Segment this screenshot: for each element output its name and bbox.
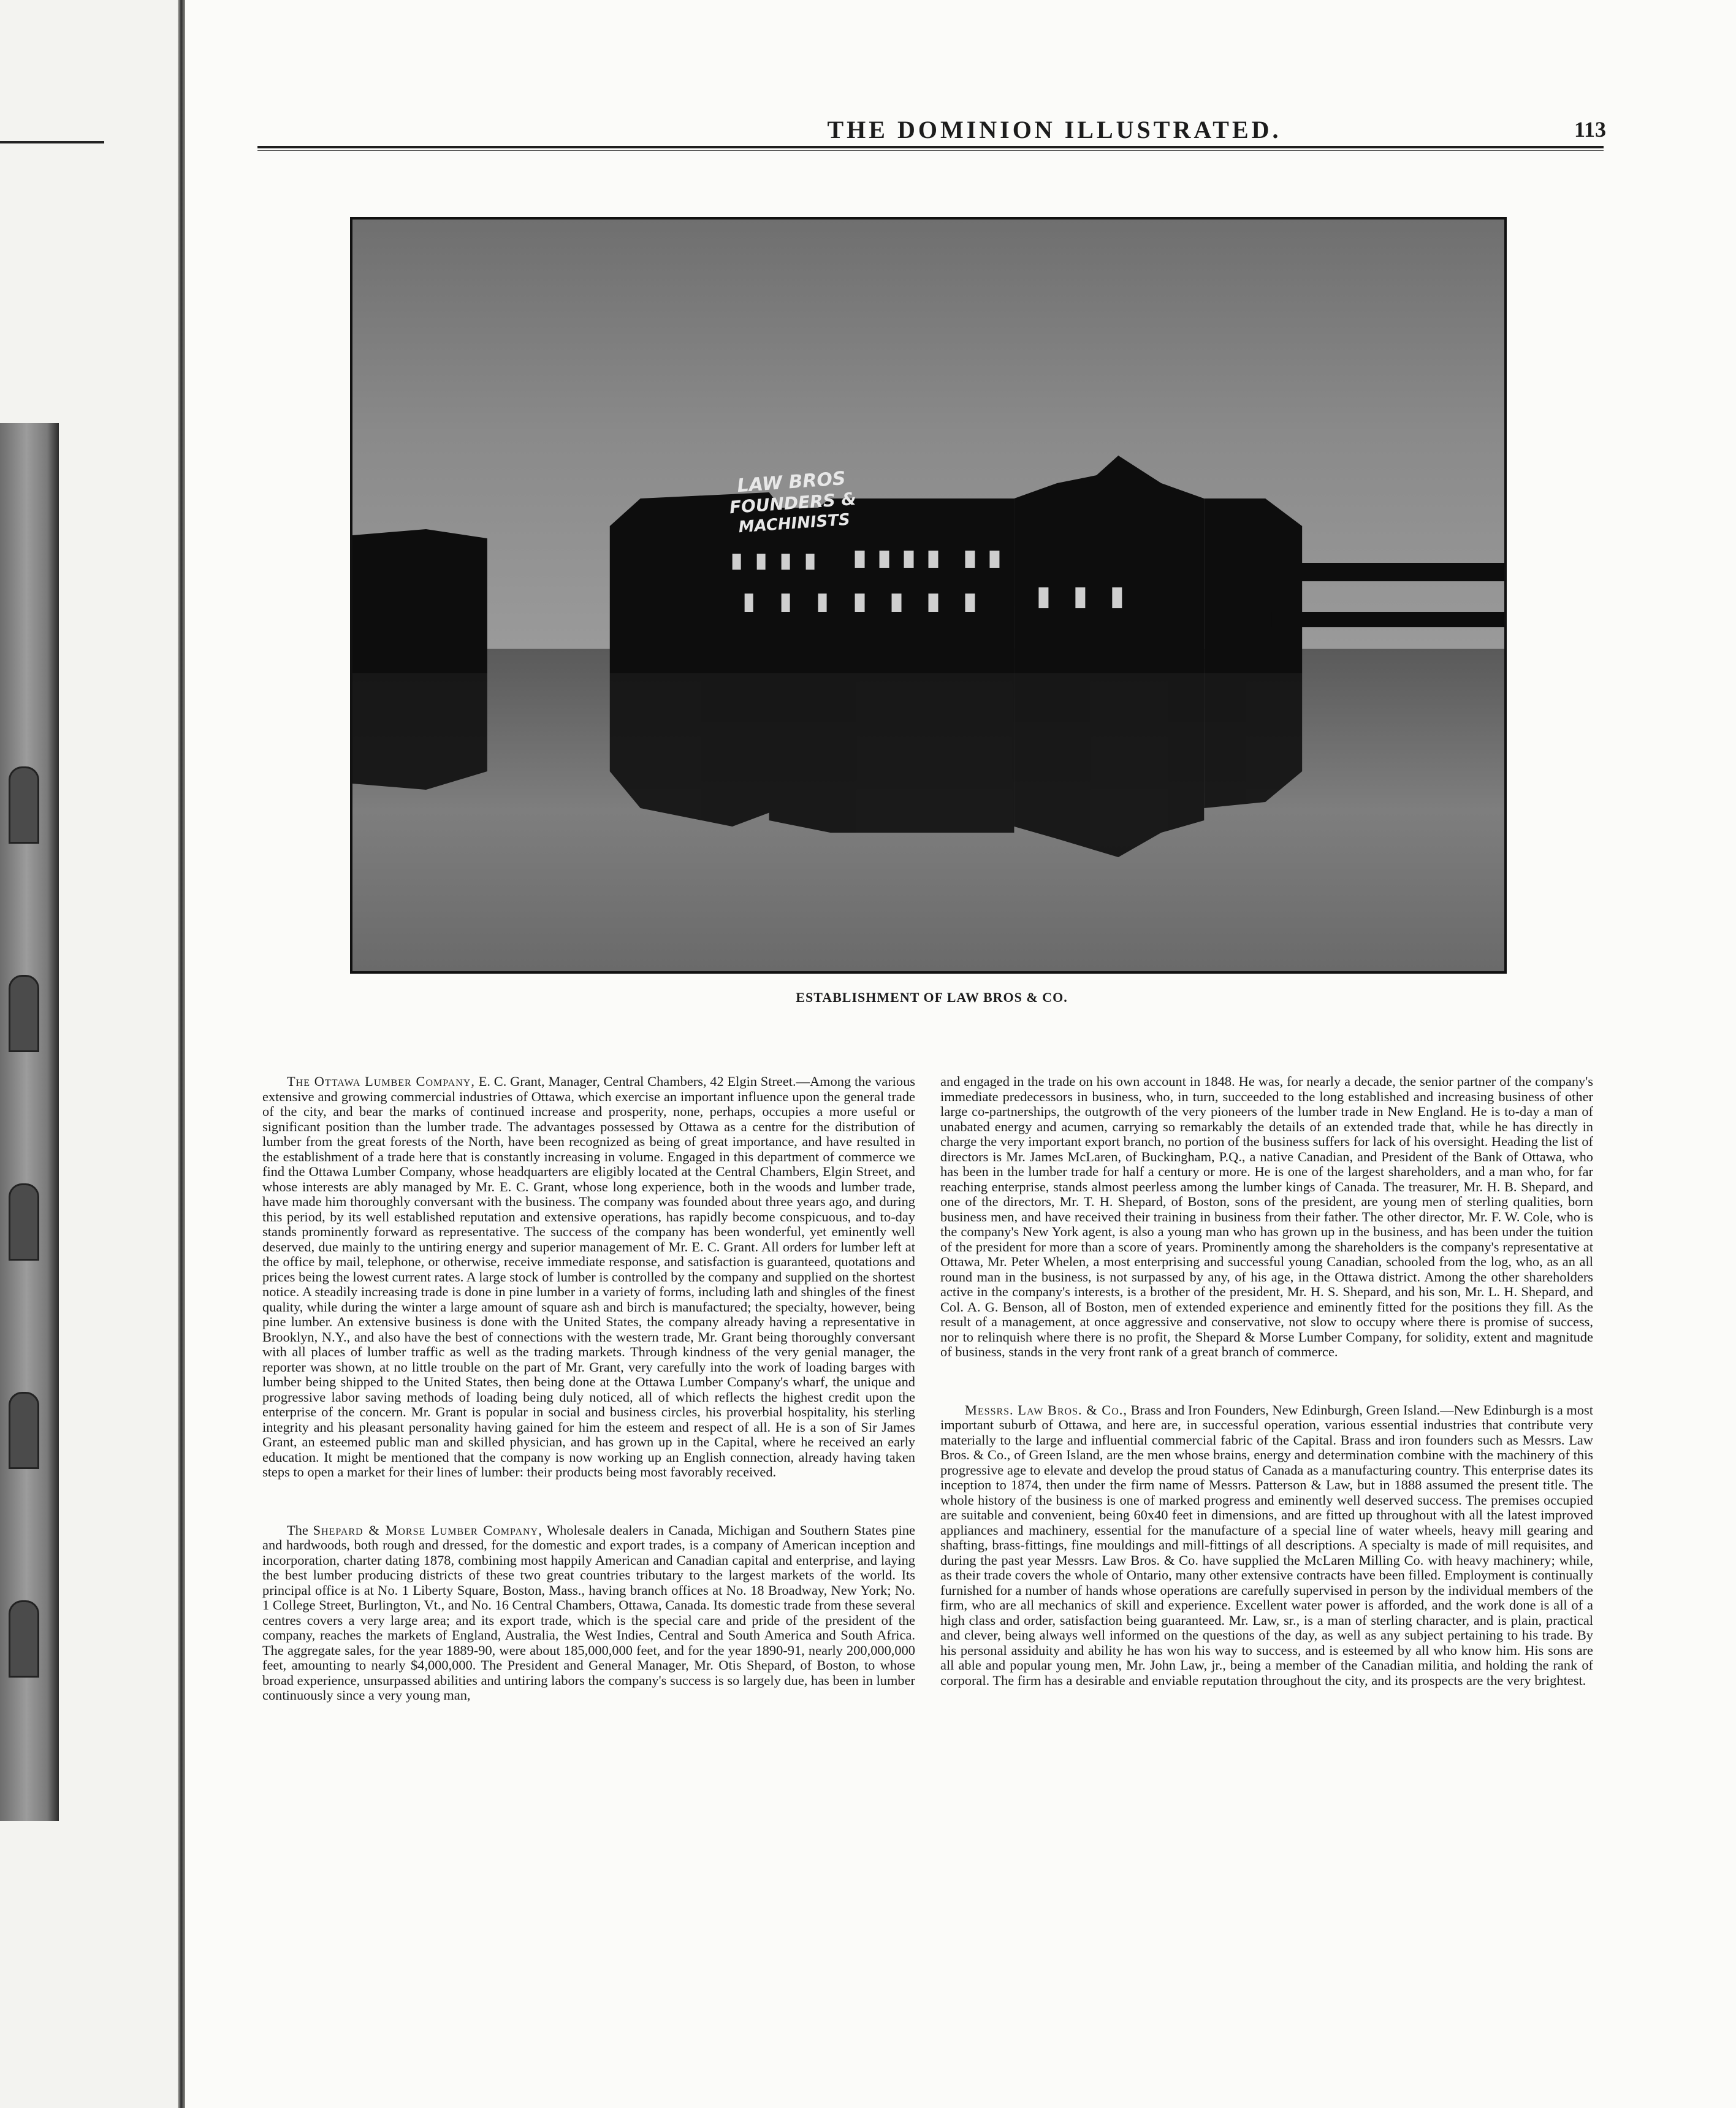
article-shepard-morse-continued: and engaged in the trade on his own account in 1848. He was, for nearly a decade, the senior partner of the company's immediate predecessors in business, who, in turn, succeeded to the long established and increasing business of other large co-partnerships, the outgrowth of the very pioneers of the lumber trade in New England. He is to-day a man of unabated energy and acumen, carrying so remarkably the details of an extended trade that, while he has directly in charge the very important export branch, no portion of the business suffers for lack of his oversight. Heading the list of directors is Mr. James McLaren, of Buckingham, P.Q., a native Canadian, and President of the Bank of Ottawa, who has been in the lumber trade for half a century or more. He is one of the largest shareholders, and a man who, for far reaching enterprise, stands almost peerless among the lumber kings of Canada. The treasurer, Mr. H. B. Shepard, and one of the directors, Mr. T. H. Shepard, of Boston, sons of the president, are young men of sterling qualities, born business men, and have received their training in business from their father. The other director, Mr. F. W. Cole, who is the company's New York agent, is also a young man who has grown up in the business, and has been under the tuition of the president for more than a score of years. Prominently among the shareholders is the company's representative at Ottawa, Mr. Peter Whelen, a most enterprising and successful young Canadian, schooled from the log, who, as an all round man in the business, is not surpassed by any, of his age, in the Ottawa district. Among the other shareholders active in the company's interests, is a brother of the president, Mr. H. S. Shepard, and his son, Mr. L. H. Shepard, and Col. A. G. Benson, all of Boston, men of extended experience and eminently fitted for the positions they fill. As the result of a management, at once aggressive and conservative, not slow to occupy where there is promise of success, nor to relinquish where there is no profit, the Shepard & Morse Lumber Company, for solidity, extent and magnitude of business, stands in the very front rank of a great branch of commerce. (940, 1074, 1593, 1359)
page-number: 113 (1574, 117, 1606, 142)
factory-sign (727, 467, 858, 537)
article-ottawa-lumber (262, 1074, 915, 1480)
article-body: Brass and Iron Founders, New Edinburgh, Green Island.—New Edinburgh is a most important suburb of Ottawa, and here are, in successful operation, various essential industries that contribute very materially to the large and influential commercial fabric of the Capital. Brass and iron founders such as Messrs. Law Bros. & Co., of Green Island, are the men whose brains, energy and determination combine with the machinery of this progressive age to elevate and develop the proud status of Canada as a manufacturing country. This enterprise dates its inception to 1874, then under the firm name of Messrs. Patterson & Law, but in 1888 assumed the present title. The whole history of the business is one of marked progress and eminently well deserved success. The premises occupied are suitable and convenient, being 60x40 feet in dimensions, and are fitted up throughout with all the latest improved appliances and machinery, essential for the manufacture of a special line of water wheels, heavy mill gearing and shafting, brass-fittings, fine mouldings and mill-fittings of all descriptions. A specialty is made of mill requisites, and during the past year Messrs. Law Bros. & Co. have supplied the McLaren Milling Co. with heavy machinery; while, as their trade covers the whole of Ontario, many other extensive contracts have been filled. Employment is continually furnished for a number of hands whose operations are carefully supervised in person by the individual members of the firm, who are all mechanics of skill and experience. Excellent water power is afforded, and the work done is all of a high class and order, satisfaction being guaranteed. Mr. Law, sr., is a man of sterling character, and is plain, practical and clever, being always well informed on the questions of the day, as well as any subject pertaining to his trade. By his personal assiduity and ability he has won his way to success, and is esteemed by all who know him. His sons are all able and popular young men, Mr. John Law, jr., being a member of the Canadian militia, and holding the rank of corporal. The firm has a desirable and enviable reputation throughout the city, and its prospects are the very brightest. (940, 1402, 1593, 1688)
header-rule (257, 146, 1604, 148)
facing-page-edge (0, 0, 181, 2108)
article-lead: The Ottawa Lumber Company, (287, 1074, 475, 1089)
facing-page-rule (0, 141, 104, 143)
facing-window (9, 975, 39, 1052)
facing-window (9, 1600, 39, 1678)
article-lead-prefix: The (287, 1522, 308, 1538)
factory-photograph-drawing (352, 220, 1504, 971)
book-gutter (178, 0, 185, 2108)
article-body: Wholesale dealers in Canada, Michigan and Southern States pine and hardwoods, both rough and dressed, for the domestic and export trades, is a company of American inception and incorporation, charter dating 1878, combining most happily American and Canadian capital and enterprise, and laying the best lumber producing districts of these two great countries tributary to the largest markets of the world. Its principal office is at No. 1 Liberty Square, Boston, Mass., having branch offices at No. 18 Broadway, New York; No. 1 College Street, Burlington, Vt., and No. 16 Central Chambers, Ottawa, Canada. Its domestic trade from these several centres covers a very large area; and its export trade, which is the special care and pride of the president of the company, reaches the markets of England, Australia, the West Indies, Central and South America and South Africa. The aggregate sales, for the year 1889-90, were about 185,000,000 feet, and for the year 1890-91, nearly 200,000,000 feet, amounting to nearly $4,000,000. The President and General Manager, Mr. Otis Shepard, of Boston, to whose broad experience, unsurpassed abilities and untiring labors the company's success is so largely due, has been in lumber continuously since a very young man, (262, 1522, 915, 1703)
facing-page-photo-fragment (0, 423, 59, 1821)
article-separator (940, 1360, 1593, 1403)
facing-window (9, 1183, 39, 1261)
text-column-right (940, 1074, 1593, 2092)
article-shepard-morse (262, 1523, 915, 1703)
sign-line-3: MACHINISTS (737, 510, 851, 537)
article-separator (262, 1480, 915, 1523)
sign-line-2: FOUNDERS & (728, 488, 857, 518)
figure-caption: ESTABLISHMENT OF LAW BROS & CO. (796, 990, 1068, 1005)
article-law-bros (940, 1403, 1593, 1689)
sign-line-1: LAW BROS (736, 467, 847, 497)
text-column-left (262, 1074, 915, 2092)
article-body: E. C. Grant, Manager, Central Chambers, 42 Elgin Street.—Among the various extensive and growing commercial industries of Ottawa, which exercise an important influence upon the general trade of the city, and bear the marks of continued increase and prosperity, none, perhaps, occupies a more useful or significant position than the lumber trade. The advantages possessed by Ottawa as a centre for the distribution of lumber from the great forests of the North, have been recognized as being of great importance, and have resulted in the establishment of a trade here that is constantly increasing in volume. Engaged in this department of commerce we find the Ottawa Lumber Company, whose headquarters are eligibly located at the Central Chambers, Elgin Street, and whose interests are ably managed by Mr. E. C. Grant, whose long experience, both in the woods and lumber trade, have made him thoroughly conversant with the business. The company was founded about three years ago, and during this period, by its well established reputation and extensive operations, has rapidly become conspicuous, and to-day stands prominently forward as representative. The success of the company has been wonderful, yet eminently well deserved, due mainly to the untiring energy and superior management of Mr. E. C. Grant. All orders for lumber left at the office by mail, telephone, or otherwise, receive immediate response, and satisfaction is guaranteed, quotations and prices being the lowest current rates. A large stock of lumber is controlled by the company and supplied on the shortest notice. A steadily increasing trade is done in pine lumber in a variety of forms, including lath and shingles of the finest quality, while during the winter a large amount of square ash and birch is manufactured; the specialty, however, being pine lumber. An extensive business is done with the United States, the company already having a representative in Brooklyn, N.Y., and also have the best of connections with the western trade, Mr. Grant being thoroughly conversant with all places of lumber traffic as well as the trading markets. Through kindness of the very genial manager, the reporter was shown, at no little trouble on the part of Mr. Grant, very carefully into the work of loading barges with lumber being shipped to the United States, then being done at the Ottawa Lumber Company's wharf, the unique and progressive labor saving methods of loading being duly noticed, all of which reflects the highest credit upon the enterprise of the concern. Mr. Grant is popular in social and business circles, his proverbial hospitality, his sterling integrity and his pleasant personality having gained for him the esteem and respect of all. He is a son of Sir James Grant, an esteemed public man and skilled physician, and has grown up in the Capital, where he received an early education. It might be mentioned that the company is now working up an English connection, already having taken steps to open a market for their lines of lumber: their products being most favorably received. (262, 1074, 915, 1480)
running-head (257, 115, 1606, 150)
factory-photograph (350, 217, 1507, 974)
masthead-title: THE DOMINION ILLUSTRATED. (827, 116, 1282, 143)
header-rule-thin (257, 150, 1604, 151)
facing-window (9, 766, 39, 844)
article-lead: Messrs. Law Bros. & Co., (965, 1402, 1127, 1418)
facing-window (9, 1392, 39, 1469)
article-lead: Shepard & Morse Lumber Company, (313, 1522, 542, 1538)
